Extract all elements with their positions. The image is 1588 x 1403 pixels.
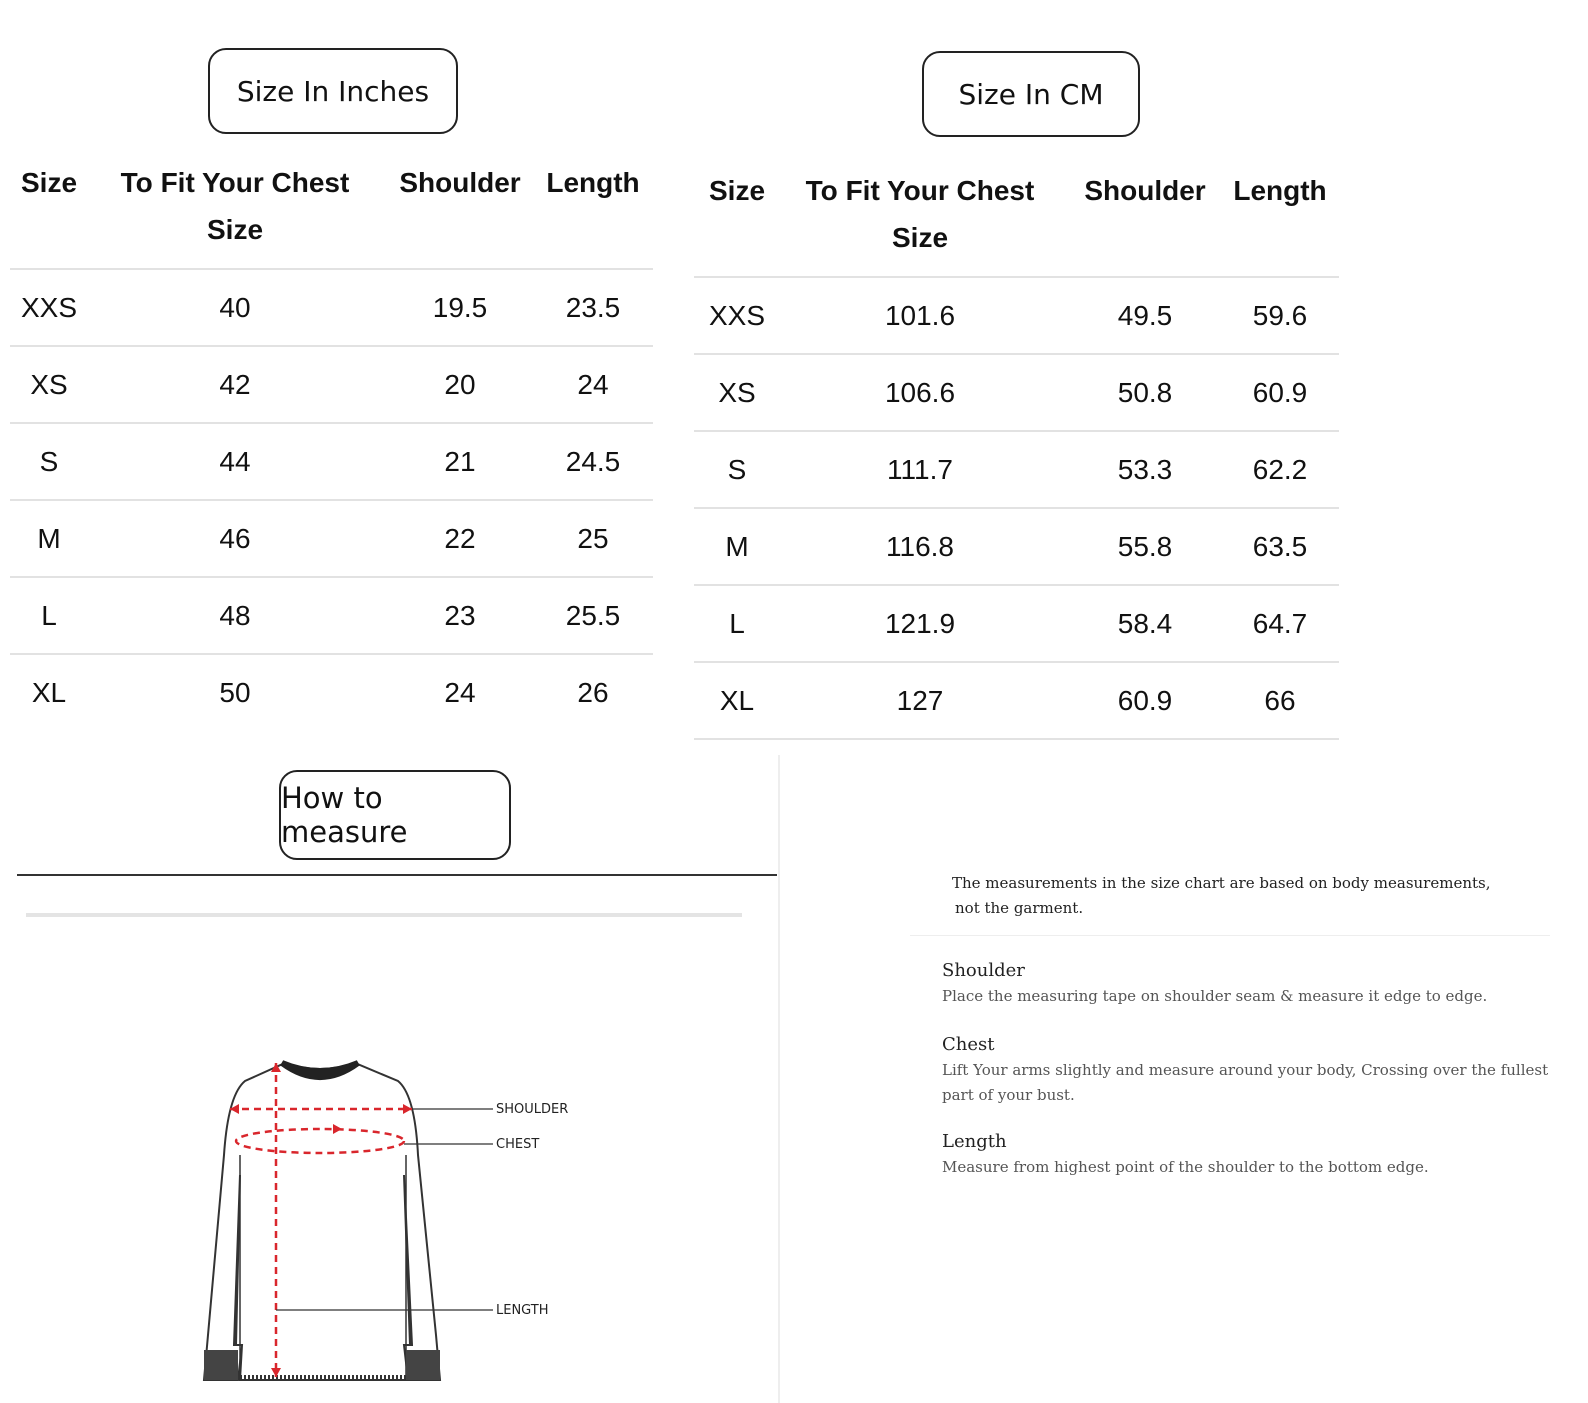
chest-description: Lift Your arms slightly and measure around your body, Crossing over the fullest: [942, 1061, 1549, 1079]
chest-cell: 127: [896, 684, 944, 716]
size-cell: XS: [718, 376, 756, 408]
length-cell: 64.7: [1252, 607, 1308, 639]
size-cell: XL: [31, 676, 67, 708]
inches-header-chest: To Fit Your Chest: [120, 167, 350, 198]
shoulder-cell: 24: [444, 676, 476, 708]
table-row: [694, 353, 1339, 430]
how-to-measure-title: How to measure: [279, 770, 511, 860]
inches-header-shoulder: Shoulder: [399, 167, 521, 198]
chest-cell: 50: [219, 676, 251, 708]
length-cell: 63.5: [1252, 530, 1308, 562]
chest-cell: 111.7: [887, 453, 953, 485]
shoulder-heading: Shoulder: [942, 960, 1025, 981]
shoulder-cell: 23: [444, 599, 476, 631]
cm-header-length: Length: [1233, 175, 1327, 206]
shoulder-cell: 50.8: [1117, 376, 1173, 408]
chest-heading: Chest: [942, 1034, 995, 1055]
table-row: [10, 268, 653, 345]
length-cell: 24.5: [565, 445, 621, 477]
inches-header-size: Size: [20, 167, 78, 198]
vertical-divider: [778, 755, 780, 1403]
chest-cell: 42: [219, 368, 251, 400]
note-line-1: The measurements in the size chart are based on body measurements,: [952, 874, 1491, 892]
diagram-top-rule: [26, 913, 742, 917]
inches-header-length: Length: [546, 167, 640, 198]
table-row: [10, 576, 653, 653]
cm-header-chest: To Fit Your Chest: [805, 175, 1035, 206]
length-diagram-label: LENGTH: [496, 1303, 549, 1318]
table-row: [694, 430, 1339, 507]
cm-header-size: Size: [708, 175, 766, 206]
chest-description-line2: part of your bust.: [942, 1086, 1075, 1104]
table-row: [10, 653, 653, 730]
length-cell: 23.5: [565, 291, 621, 323]
cm-header-chest-line2: Size: [891, 222, 949, 253]
length-cell: 24: [577, 368, 609, 400]
shoulder-description: Place the measuring tape on shoulder seam & measure it edge to edge.: [942, 987, 1488, 1005]
shoulder-cell: 49.5: [1117, 299, 1173, 331]
shoulder-cell: 21: [444, 445, 476, 477]
size-cell: XXS: [708, 299, 766, 331]
shoulder-instruction: [942, 958, 1487, 1008]
inches-table: [10, 155, 653, 730]
cm-table: [694, 163, 1339, 743]
length-cell: 66: [1264, 684, 1296, 716]
chest-diagram-label: CHEST: [496, 1137, 540, 1152]
shoulder-cell: 58.4: [1117, 607, 1173, 639]
table-row: [694, 507, 1339, 584]
inches-header-chest-line2: Size: [206, 214, 264, 245]
size-cell: S: [727, 453, 747, 485]
length-cell: 59.6: [1252, 299, 1308, 331]
shoulder-cell: 22: [444, 522, 476, 554]
chest-cell: 121.9: [884, 607, 956, 639]
shoulder-cell: 55.8: [1117, 530, 1173, 562]
size-cell: L: [41, 599, 57, 631]
chest-instruction: [942, 1032, 1548, 1108]
shoulder-cell: 60.9: [1117, 684, 1173, 716]
size-cell: S: [39, 445, 59, 477]
table-row: [10, 422, 653, 499]
sweater-diagram: [190, 1045, 590, 1385]
shoulder-diagram-label: SHOULDER: [496, 1102, 569, 1117]
size-in-inches-title: Size In Inches: [208, 48, 458, 134]
size-in-cm-title: Size In CM: [922, 51, 1140, 137]
size-cell: L: [729, 607, 745, 639]
length-cell: 26: [577, 676, 609, 708]
right-cuff: [406, 1350, 440, 1380]
size-cell: XXS: [20, 291, 78, 323]
length-cell: 60.9: [1252, 376, 1308, 408]
cm-header-shoulder: Shoulder: [1084, 175, 1206, 206]
length-heading: Length: [942, 1131, 1007, 1152]
table-row: [10, 345, 653, 422]
table-row: [694, 661, 1339, 738]
section-divider: [17, 874, 777, 876]
note-line-2: not the garment.: [955, 899, 1084, 917]
length-cell: 62.2: [1252, 453, 1308, 485]
shoulder-cell: 20: [444, 368, 476, 400]
length-cell: 25.5: [565, 599, 621, 631]
shoulder-cell: 19.5: [432, 291, 488, 323]
length-description: Measure from highest point of the shoulder to the bottom edge.: [942, 1158, 1429, 1176]
chest-cell: 40: [219, 291, 251, 323]
chest-cell: 44: [219, 445, 251, 477]
table-row: [694, 584, 1339, 661]
left-cuff: [204, 1350, 238, 1380]
measurement-note: [952, 871, 1490, 921]
note-divider: [910, 935, 1550, 936]
chest-cell: 46: [219, 522, 251, 554]
length-cell: 25: [577, 522, 609, 554]
chest-cell: 101.6: [884, 299, 956, 331]
size-cell: M: [37, 522, 61, 554]
chest-cell: 106.6: [884, 376, 956, 408]
size-cell: M: [725, 530, 749, 562]
shoulder-cell: 53.3: [1117, 453, 1173, 485]
chest-cell: 48: [219, 599, 251, 631]
size-cell: XS: [30, 368, 68, 400]
size-cell: XL: [719, 684, 755, 716]
table-row: [694, 276, 1339, 353]
chest-cell: 116.8: [886, 530, 954, 562]
table-bottom-rule: [694, 738, 1339, 740]
length-instruction: [942, 1129, 1429, 1179]
table-row: [10, 499, 653, 576]
